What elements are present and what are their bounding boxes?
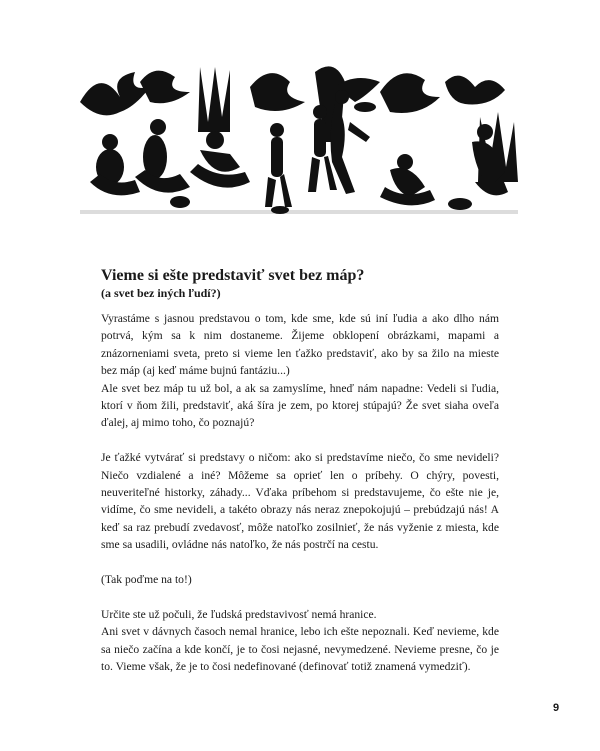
paragraph-6: Ani svet v dávnych časoch nemal hranice, lebo ich ešte nepoznali. Keď nevieme, kde sa niečo začína a kde končí, je to čosi nejasné, nevymedzené. Nevieme presne, čo je to. Vieme však, že je to čosi nedefinované (definovať totiž znamená vymedziť). xyxy=(101,625,499,674)
body-text xyxy=(101,310,499,675)
page-number: 9 xyxy=(553,702,560,714)
page-subtitle: (a svet bez iných ľudí?) xyxy=(101,286,221,300)
paragraph-2: Ale svet bez máp tu už bol, a ak sa zamyslíme, hneď nám napadne: Vedeli si ľudia, ktorí v ňom žili, predstaviť, aká šíra je zem, po ktorej stúpajú? Že svet siaha oveľa ďalej, aj mimo toho, čo poznajú? xyxy=(101,381,499,430)
woodcut-illustration xyxy=(80,62,518,214)
paragraph-5: Určite ste už počuli, že ľudská predstavivosť nemá hranice. xyxy=(101,607,377,621)
paragraph-4: (Tak poďme na to!) xyxy=(101,573,192,587)
paragraph-1: Vyrastáme s jasnou predstavou o tom, kde sme, kde sú iní ľudia a ako dlho nám potrvá, kým sa k nim dostaneme. Žijeme obklopení obrázkami, mapami a znázorneniami sveta, preto si vieme len ťažko predstaviť, ako by sa žilo na mieste bez máp (aj keď máme bujnú fantáziu...) xyxy=(101,312,499,378)
paragraph-3: Je ťažké vytvárať si predstavy o ničom: ako si predstavíme niečo, čo sme nevideli? Niečo vzdialené a iné? Môžeme sa oprieť len o príbehy. O chýry, povesti, neuveriteľné historky, záhady... Vďaka príbehom si predstavujeme, čo ešte nie je, vidíme, čo sme nevideli, a takéto obrazy nás neraz znepokojujú – prebúdzajú nás! A keď sa raz prebudí zvedavosť, môže natoľko zosilnieť, že nás vyženie z miesta, kde sme sa usadili, ovládne nás natoľko, že nás postrčí na cestu. xyxy=(101,451,499,552)
page-title: Vieme si ešte predstaviť svet bez máp? xyxy=(101,267,365,284)
